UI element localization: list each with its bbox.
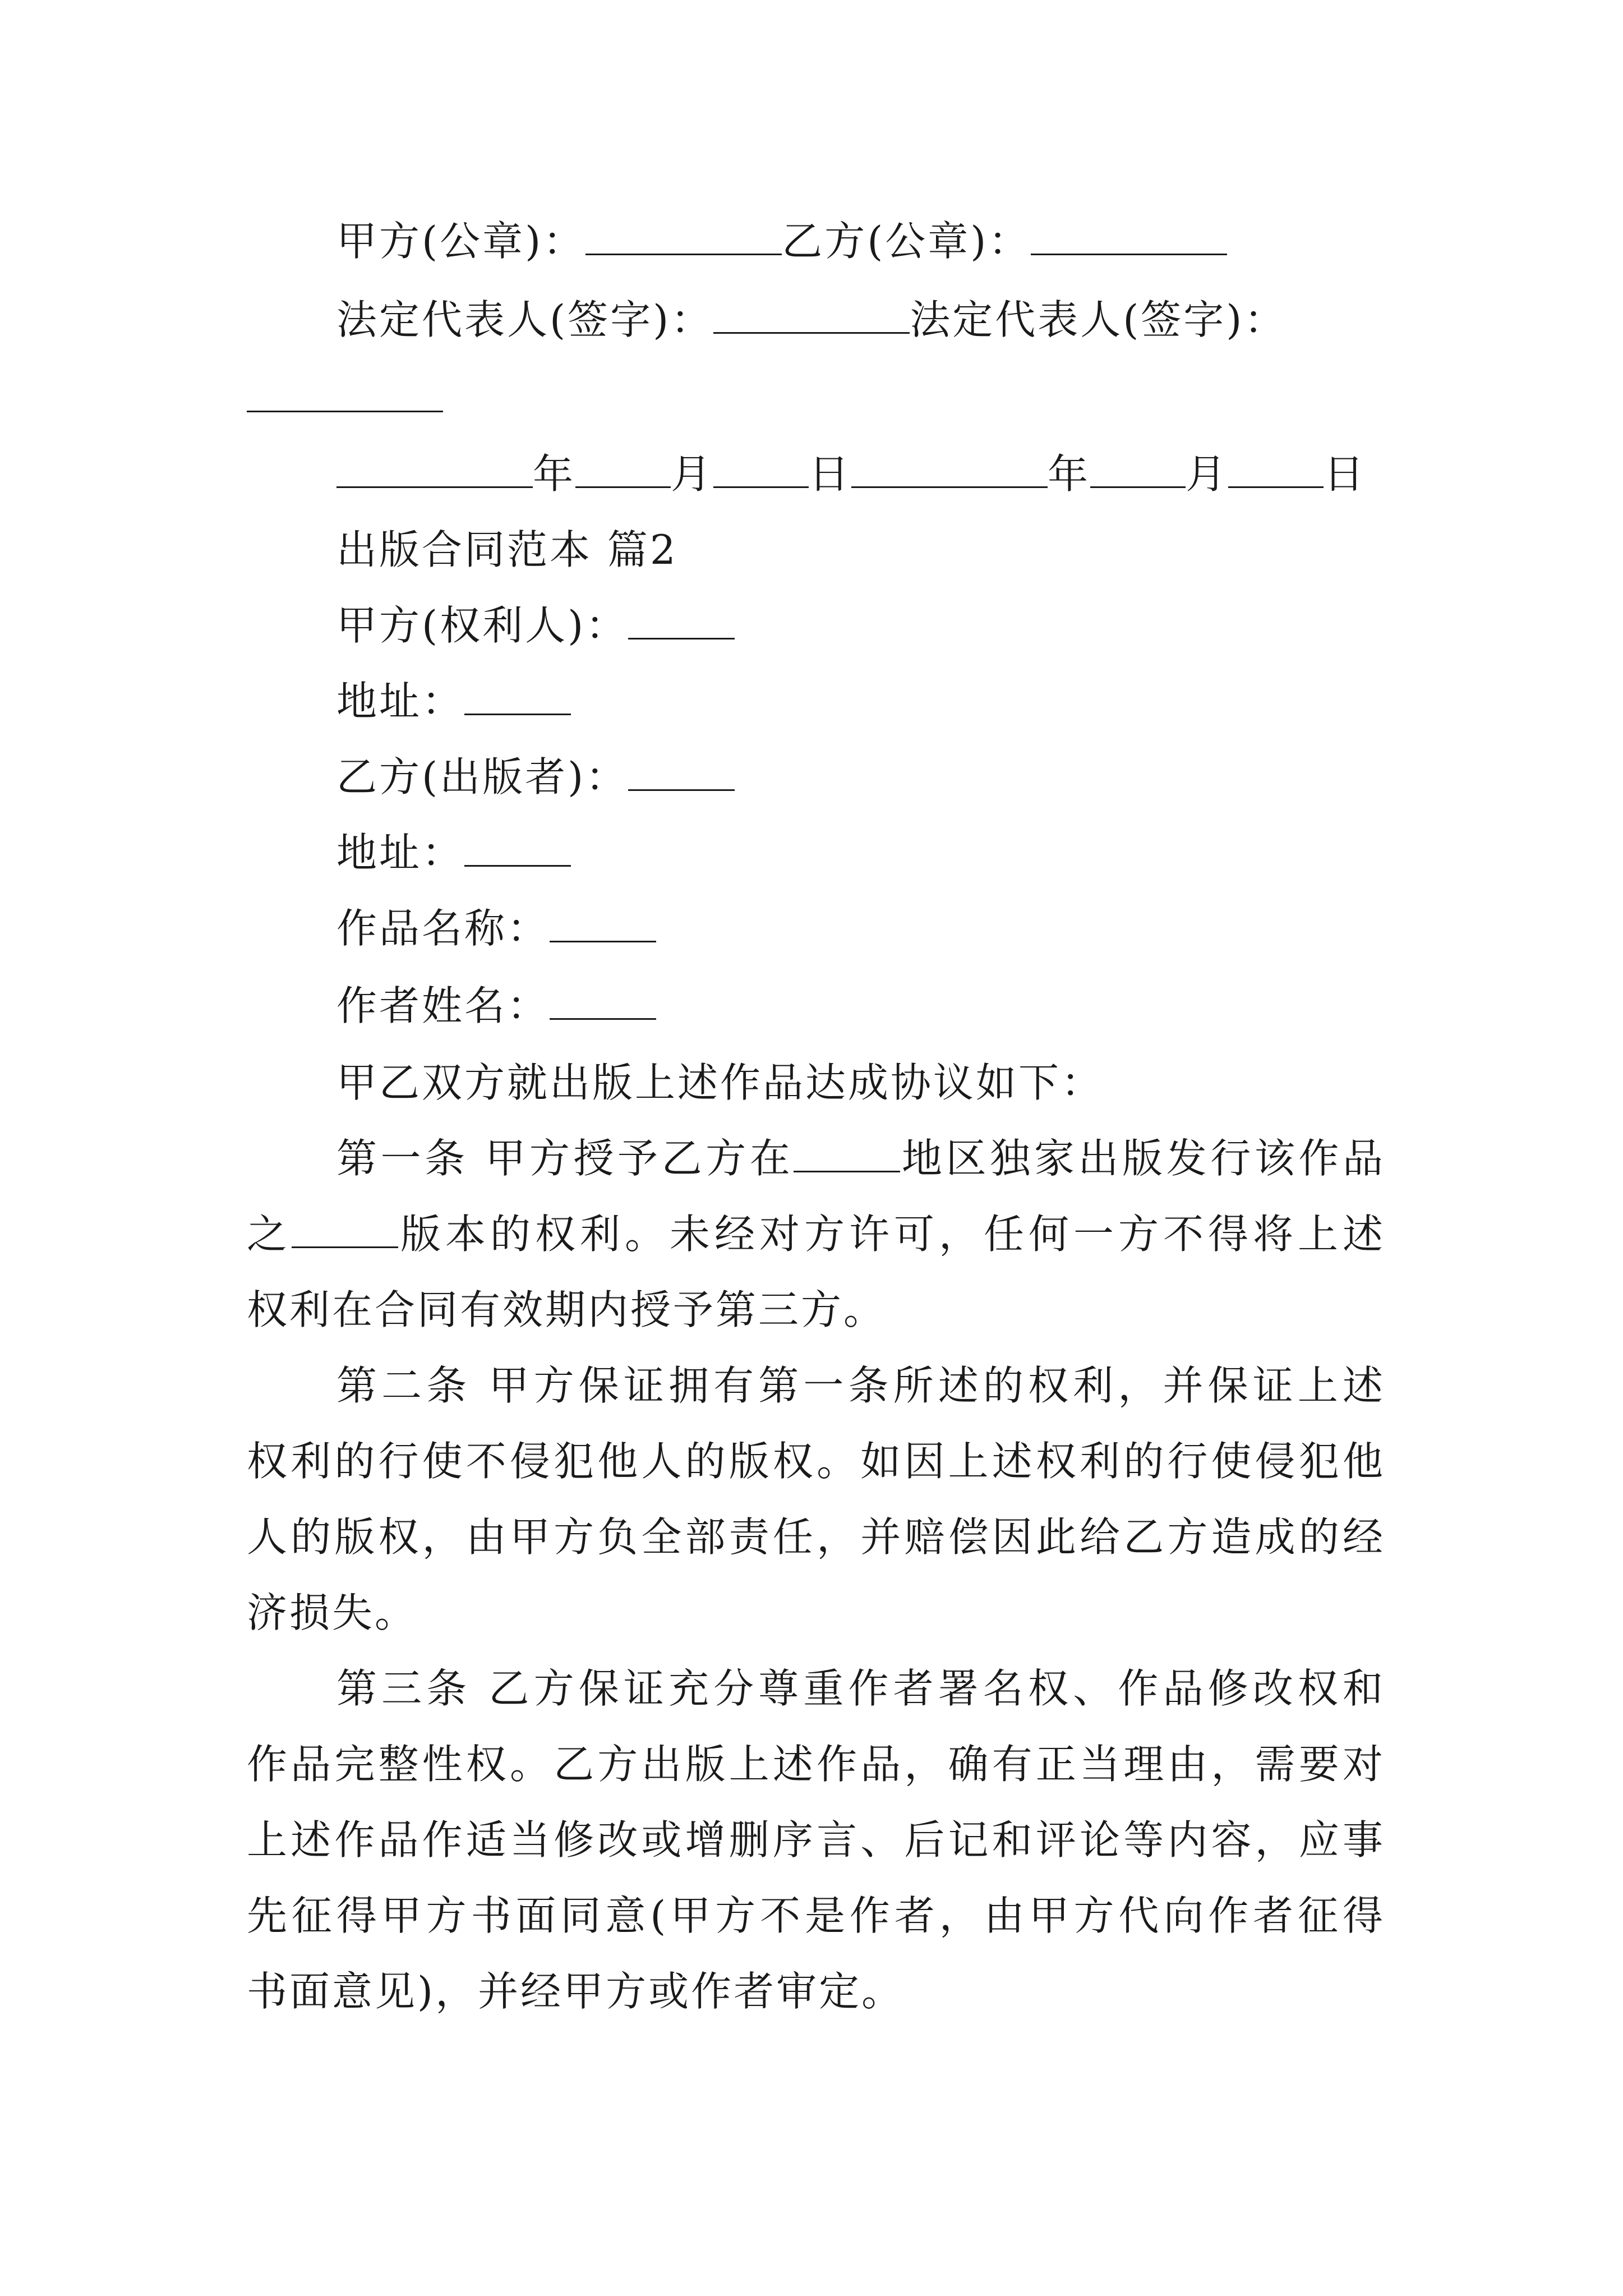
date-a-year: 年 (533, 450, 576, 498)
article-1-line-1 (336, 1133, 1385, 1184)
date-b-month-blank (1090, 453, 1186, 488)
article-2-line-3: 人的版权，由甲方负全部责任，并赔偿因此给乙方造成的经 (247, 1513, 1385, 1561)
party-b-line (336, 752, 1475, 802)
article-3-line-3: 上述作品作适当修改或增删序言、后记和评论等内容，应事 (247, 1816, 1385, 1864)
intro-paragraph: 甲乙双方就出版上述作品达成协议如下： (336, 1059, 1104, 1106)
address-a-label: 地址： (336, 678, 465, 725)
article-2-line-1: 第二条 甲方保证拥有第一条所述的权利，并保证上述 (336, 1362, 1385, 1409)
address-a-line (336, 676, 1475, 726)
date-a-day-blank (713, 453, 809, 488)
date-b-day-blank (1228, 453, 1324, 488)
article-1-line-2 (247, 1209, 1385, 1259)
date-line (336, 449, 1475, 499)
contract-title: 出版合同范本 篇2 (336, 526, 678, 573)
edition-blank (292, 1213, 398, 1248)
rep-b-blank (247, 377, 443, 412)
party-b-blank (628, 756, 735, 791)
date-a-month: 月 (671, 450, 714, 498)
article-3-line-1: 第三条 乙方保证充分尊重作者署名权、作品修改权和 (336, 1665, 1385, 1712)
rep-a-blank (713, 298, 910, 334)
work-name-blank (550, 907, 656, 942)
party-b-seal-label: 乙方(公章)： (782, 218, 1031, 265)
article-1-text-c: 之 (247, 1211, 292, 1258)
date-a-month-blank (575, 453, 671, 488)
author-name-line (336, 981, 1475, 1031)
date-a-year-blank (336, 453, 533, 488)
party-b-label: 乙方(出版者)： (336, 753, 629, 800)
work-name-line (336, 903, 1475, 954)
date-b-year: 年 (1048, 450, 1091, 498)
article-2-line-4: 济损失。 (247, 1589, 418, 1636)
article-1-text-d: 版本的权利。未经对方许可，任何一方不得将上述 (398, 1211, 1385, 1258)
article-3-line-2: 作品完整性权。乙方出版上述作品，确有正当理由，需要对 (247, 1741, 1385, 1788)
party-b-seal-blank (1031, 220, 1227, 255)
representative-line-cont (247, 373, 1385, 424)
rep-a-label: 法定代表人(签字)： (336, 296, 714, 343)
representative-line (336, 295, 1475, 345)
party-a-seal-blank (585, 220, 782, 255)
article-3-line-5: 书面意见)，并经甲方或作者审定。 (247, 1968, 905, 2015)
date-a-day: 日 (809, 450, 852, 498)
date-b-day: 日 (1324, 450, 1367, 498)
article-1-text-a: 第一条 甲方授予乙方在 (336, 1135, 794, 1182)
party-a-line (336, 600, 1475, 651)
address-b-blank (464, 831, 571, 867)
work-name-label: 作品名称： (336, 905, 550, 952)
article-1-line-3: 权利在合同有效期内授予第三方。 (247, 1286, 887, 1333)
rep-b-label: 法定代表人(签字)： (910, 296, 1287, 343)
address-b-line (336, 827, 1475, 878)
author-name-label: 作者姓名： (336, 982, 550, 1029)
article-2-line-2: 权利的行使不侵犯他人的版权。如因上述权利的行使侵犯他 (247, 1438, 1385, 1485)
date-b-month: 月 (1186, 450, 1229, 498)
article-3-line-4: 先征得甲方书面同意(甲方不是作者，由甲方代向作者征得 (247, 1892, 1385, 1939)
party-a-blank (628, 604, 735, 639)
seal-line (336, 216, 1475, 266)
party-a-seal-label: 甲方(公章)： (336, 218, 586, 265)
address-b-label: 地址： (336, 829, 465, 876)
article-1-text-b: 地区独家出版发行该作品 (900, 1135, 1385, 1182)
region-blank (794, 1137, 900, 1172)
party-a-label: 甲方(权利人)： (336, 602, 629, 649)
address-a-blank (464, 680, 571, 715)
author-name-blank (550, 984, 656, 1020)
date-b-year-blank (851, 453, 1048, 488)
